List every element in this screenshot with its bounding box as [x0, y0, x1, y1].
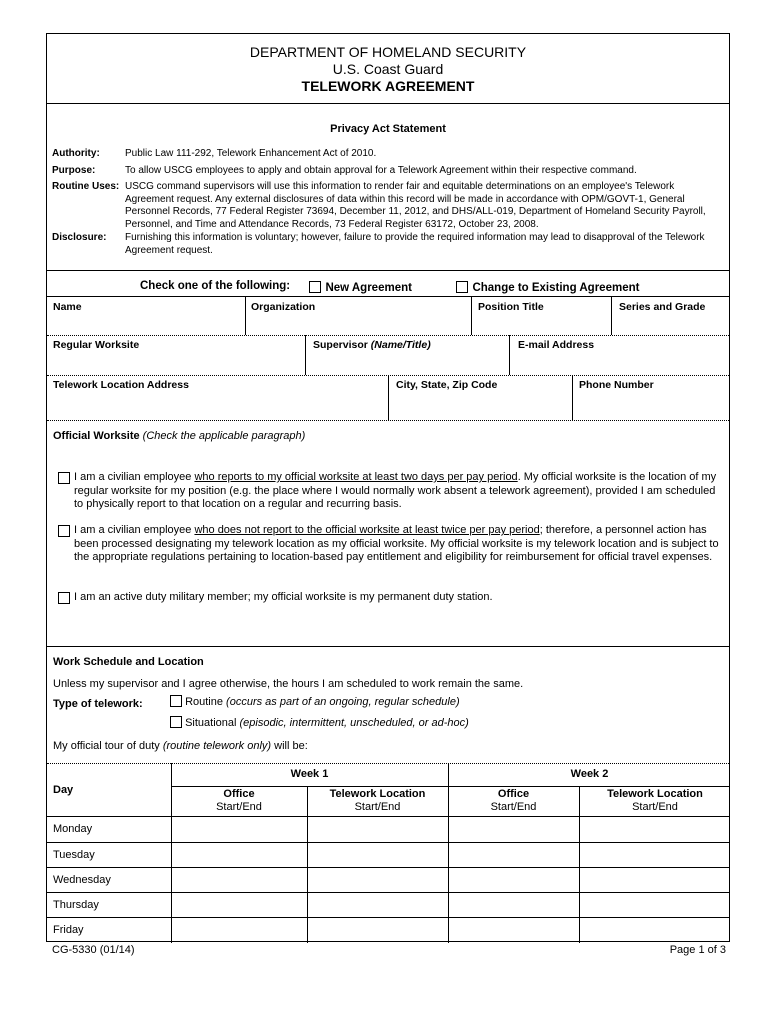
routine-checkbox[interactable]: [170, 695, 182, 707]
new-agreement-checkbox[interactable]: [309, 281, 321, 293]
paragraph-1-text: [74, 471, 724, 512]
email-field[interactable]: [510, 335, 731, 375]
day-monday: Monday: [53, 823, 93, 835]
week-1-telework-header: Telework Location: [329, 788, 426, 800]
tour-start: My official tour of duty: [53, 740, 163, 752]
city-state-zip-label: City, State, Zip Code: [396, 379, 498, 391]
paragraph-2-text: [74, 524, 724, 565]
divider: [47, 270, 729, 271]
paragraph-1-checkbox[interactable]: [58, 472, 70, 484]
paragraph-2-checkbox[interactable]: [58, 525, 70, 537]
work-schedule-heading: Work Schedule and Location: [53, 656, 204, 668]
divider: [47, 420, 729, 421]
privacy-heading: Privacy Act Statement: [330, 123, 446, 135]
paragraph-3-text: I am an active duty military member; my official worksite is my permanent duty station.: [74, 591, 493, 603]
authority-text: Public Law 111-292, Telework Enhancement Act of 2010.: [125, 148, 377, 159]
form-title: TELEWORK AGREEMENT: [301, 78, 475, 94]
organization-label: Organization: [251, 301, 316, 313]
week-2-office-cells[interactable]: [449, 817, 579, 942]
page-number: Page 1 of 3: [669, 944, 726, 956]
telework-address-label: Telework Location Address: [53, 379, 189, 391]
phone-field[interactable]: [573, 375, 731, 420]
position-title-field[interactable]: [472, 296, 611, 335]
name-label: Name: [53, 301, 82, 313]
new-agreement-option[interactable]: [309, 278, 412, 296]
department-title: DEPARTMENT OF HOMELAND SECURITY: [249, 44, 527, 60]
official-worksite-heading: [53, 430, 305, 442]
routine-label: Routine: [185, 696, 223, 708]
purpose-label: Purpose:: [52, 165, 96, 176]
week-1-telework-cells[interactable]: [308, 817, 448, 942]
series-grade-field[interactable]: [612, 296, 731, 335]
official-worksite-title: Official Worksite: [53, 430, 140, 442]
p2-end: ; therefore, a personnel action has been processed designating my telework location as my official worksite. My official worksite is my telework location and is subject to the appropriate regulations pertaining to location-based pay entitlement and eligibility for reimbursement for official travel expenses.: [74, 524, 719, 563]
week-1-office-subheader: Start/End: [216, 801, 262, 813]
week-2-office-subheader: Start/End: [490, 801, 537, 813]
week-2-telework-header: Telework Location: [607, 788, 703, 800]
p1-start: I am a civilian employee: [74, 471, 195, 483]
telework-form: [46, 33, 730, 942]
agency-title: U.S. Coast Guard: [332, 61, 444, 77]
divider: [47, 763, 729, 764]
divider: [47, 646, 729, 647]
tour-end: will be:: [271, 740, 308, 752]
divider: [47, 103, 729, 104]
email-label: E-mail Address: [518, 339, 595, 351]
official-worksite-note: (Check the applicable paragraph): [142, 430, 306, 442]
paragraph-3-checkbox[interactable]: [58, 592, 70, 604]
day-thursday: Thursday: [53, 899, 99, 911]
week-1-office-cells[interactable]: [172, 817, 307, 942]
type-of-telework-label: Type of telework:: [53, 698, 143, 710]
supervisor-field[interactable]: [306, 335, 509, 375]
day-friday: Friday: [53, 924, 84, 936]
schedule-intro: Unless my supervisor and I agree otherwise, the hours I am scheduled to work remain the same.: [53, 678, 524, 690]
p2-start: I am a civilian employee: [74, 524, 195, 536]
authority-label: Authority:: [52, 148, 100, 159]
tour-note: (routine telework only): [162, 740, 272, 752]
tour-of-duty-text: [53, 740, 308, 752]
routine-note: (occurs as part of an ongoing, regular schedule): [226, 696, 460, 708]
form-number: CG-5330 (01/14): [52, 944, 135, 956]
divider: [171, 786, 729, 787]
day-tuesday: Tuesday: [53, 849, 95, 861]
telework-address-field[interactable]: [47, 375, 388, 420]
organization-field[interactable]: [246, 296, 471, 335]
change-agreement-label: Change to Existing Agreement: [472, 282, 640, 294]
situational-label: Situational: [185, 717, 237, 729]
series-grade-label: Series and Grade: [619, 301, 706, 313]
week-2-office-header: Office: [497, 788, 530, 800]
regular-worksite-field[interactable]: [47, 335, 305, 375]
p1-underlined: who reports to my official worksite at least two days per pay period: [194, 471, 518, 483]
name-field[interactable]: [47, 296, 245, 335]
day-wednesday: Wednesday: [53, 874, 111, 886]
change-agreement-checkbox[interactable]: [456, 281, 468, 293]
routine-uses-text: USCG command supervisors will use this information to render fair and equitable determinations on an employee's Telework Agreement request. Any external disclosures of data within this record will be made in accordance with OPM/GOVT-1, General Personnel Records, 77 Federal Register 73694, December 11, 2012, and DHS/ALL-019, Department of Homeland Security Payroll, Personnel, and Time and Attendance Records, 73 Federal Register 63172, October 23, 2008.: [125, 181, 706, 230]
p2-underlined: who does not report to the official worksite at least twice per pay period: [194, 524, 540, 536]
week-1-header: Week 1: [290, 768, 329, 780]
week-1-office-header: Office: [223, 788, 255, 800]
situational-checkbox[interactable]: [170, 716, 182, 728]
city-state-zip-field[interactable]: [389, 375, 572, 420]
disclosure-label: Disclosure:: [52, 232, 107, 243]
situational-option[interactable]: [170, 716, 469, 729]
disclosure-text: Furnishing this information is voluntary; however, failure to provide the required information may lead to disapproval of the Telework Agreement request.: [125, 232, 705, 256]
p1-end: . My official worksite is the location of my regular worksite for my position (e.g. the place where I would normally work absent a telework agreement), provided I am scheduled to physically report to that location on a regular and recurring basis.: [74, 471, 717, 510]
week-2-telework-subheader: Start/End: [632, 801, 678, 813]
regular-worksite-label: Regular Worksite: [53, 339, 140, 351]
situational-note: (episodic, intermittent, unscheduled, or ad-hoc): [239, 717, 469, 729]
week-2-telework-cells[interactable]: [580, 817, 731, 942]
day-header: Day: [53, 784, 74, 796]
check-prompt: Check one of the following:: [140, 280, 291, 292]
week-2-header: Week 2: [570, 768, 609, 780]
position-title-label: Position Title: [478, 301, 544, 313]
supervisor-label-text: Supervisor: [313, 339, 371, 351]
phone-label: Phone Number: [579, 379, 654, 391]
routine-option[interactable]: [170, 695, 460, 708]
change-agreement-option[interactable]: [456, 278, 639, 296]
new-agreement-label: New Agreement: [325, 282, 412, 294]
week-1-telework-subheader: Start/End: [354, 801, 401, 813]
purpose-text: To allow USCG employees to apply and obtain approval for a Telework Agreement within their respective command.: [125, 165, 637, 176]
supervisor-label-note: (Name/Title): [370, 339, 431, 351]
routine-uses-label: Routine Uses:: [52, 181, 120, 192]
